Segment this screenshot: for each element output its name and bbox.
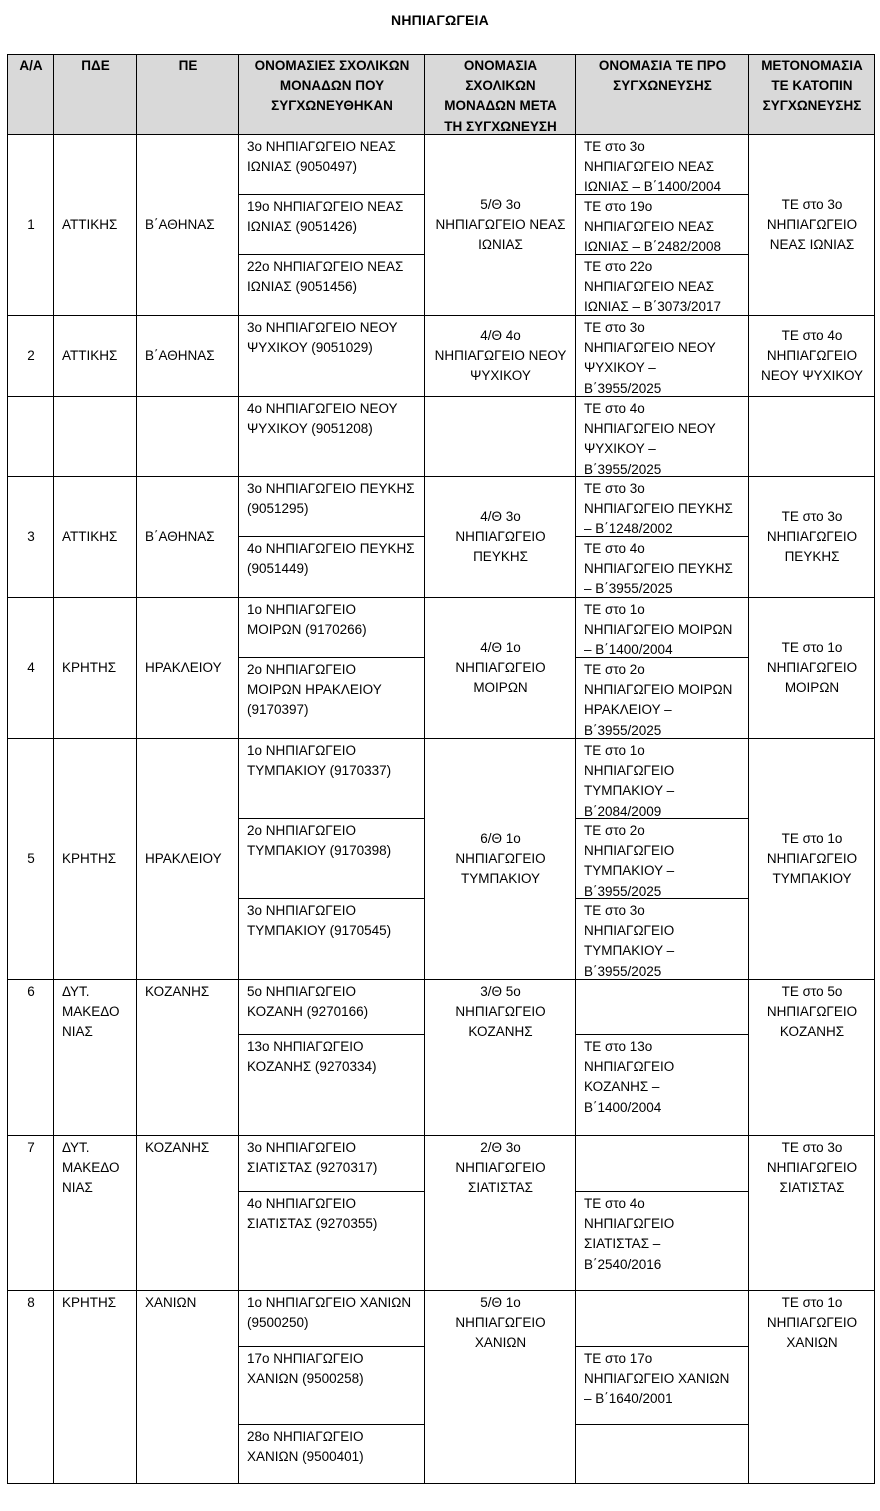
row-3-pe: Β΄ΑΘΗΝΑΣ [136,476,239,598]
row-2-te-1: ΤΕ στο 3ο ΝΗΠΙΑΓΩΓΕΙΟ ΝΕΟΥ ΨΥΧΙΚΟΥ – Β΄3955/2025 [575,315,749,397]
row-6-te-2: ΤΕ στο 13ο ΝΗΠΙΑΓΩΓΕΙΟ ΚΟΖΑΝΗΣ – Β΄1400/2004 [575,1034,749,1136]
header-name-after: ΟΝΟΜΑΣΙΑ ΣΧΟΛΙΚΩΝ ΜΟΝΑΔΩΝ ΜΕΤΑ ΤΗ ΣΥΓΧΩΝΕΥΣΗ [424,54,576,135]
row-7-unit-1: 3ο ΝΗΠΙΑΓΩΓΕΙΟ ΣΙΑΤΙΣΤΑΣ (9270317) [238,1135,425,1192]
row-5-name-after: 6/Θ 1ο ΝΗΠΙΑΓΩΓΕΙΟ ΤΥΜΠΑΚΙΟΥ [424,738,576,980]
row-8-aa: 8 [7,1290,54,1484]
row-8-rename: ΤΕ στο 1ο ΝΗΠΙΑΓΩΓΕΙΟ ΧΑΝΙΩΝ [748,1290,875,1484]
row-6-name-after: 3/Θ 5ο ΝΗΠΙΑΓΩΓΕΙΟ ΚΟΖΑΝΗΣ [424,979,576,1136]
row-2-unit-2: 4ο ΝΗΠΙΑΓΩΓΕΙΟ ΝΕΟΥ ΨΥΧΙΚΟΥ (9051208) [238,396,425,477]
row-2b-aa-empty [7,396,54,477]
row-1-pde: ΑΤΤΙΚΗΣ [53,134,137,316]
row-1-rename: ΤΕ στο 3ο ΝΗΠΙΑΓΩΓΕΙΟ ΝΕΑΣ ΙΩΝΙΑΣ [748,134,875,316]
header-te-before: ΟΝΟΜΑΣΙΑ ΤΕ ΠΡΟ ΣΥΓΧΩΝΕΥΣΗΣ [575,54,749,135]
row-5-pe: ΗΡΑΚΛΕΙΟΥ [136,738,239,980]
row-5-te-3: ΤΕ στο 3ο ΝΗΠΙΑΓΩΓΕΙΟ ΤΥΜΠΑΚΙΟΥ – Β΄3955/2025 [575,898,749,980]
header-aa: Α/Α [7,54,54,135]
row-5-pde: ΚΡΗΤΗΣ [53,738,137,980]
row-1-te-1: ΤΕ στο 3ο ΝΗΠΙΑΓΩΓΕΙΟ ΝΕΑΣ ΙΩΝΙΑΣ – Β΄1400/2004 [575,134,749,195]
row-8-pde: ΚΡΗΤΗΣ [53,1290,137,1484]
row-3-pde: ΑΤΤΙΚΗΣ [53,476,137,598]
row-3-rename: ΤΕ στο 3ο ΝΗΠΙΑΓΩΓΕΙΟ ΠΕΥΚΗΣ [748,476,875,598]
header-pe: ΠΕ [136,54,239,135]
row-4-unit-1: 1ο ΝΗΠΙΑΓΩΓΕΙΟ ΜΟΙΡΩΝ (9170266) [238,597,425,658]
row-8-unit-3: 28ο ΝΗΠΙΑΓΩΓΕΙΟ ΧΑΝΙΩΝ (9500401) [238,1424,425,1484]
row-5-unit-3: 3ο ΝΗΠΙΑΓΩΓΕΙΟ ΤΥΜΠΑΚΙΟΥ (9170545) [238,898,425,980]
row-4-rename: ΤΕ στο 1ο ΝΗΠΙΑΓΩΓΕΙΟ ΜΟΙΡΩΝ [748,597,875,739]
row-6-aa: 6 [7,979,54,1136]
row-5-rename: ΤΕ στο 1ο ΝΗΠΙΑΓΩΓΕΙΟ ΤΥΜΠΑΚΙΟΥ [748,738,875,980]
row-4-pe: ΗΡΑΚΛΕΙΟΥ [136,597,239,739]
header-te-after: ΜΕΤΟΝΟΜΑΣΙΑ ΤΕ ΚΑΤΟΠΙΝ ΣΥΓΧΩΝΕΥΣΗΣ [748,54,875,135]
row-4-te-1: ΤΕ στο 1ο ΝΗΠΙΑΓΩΓΕΙΟ ΜΟΙΡΩΝ – Β΄1400/2004 [575,597,749,658]
row-8-te-3 [575,1424,749,1484]
row-3-unit-1: 3ο ΝΗΠΙΑΓΩΓΕΙΟ ΠΕΥΚΗΣ (9051295) [238,476,425,537]
row-3-unit-2: 4ο ΝΗΠΙΑΓΩΓΕΙΟ ΠΕΥΚΗΣ (9051449) [238,536,425,598]
row-8-unit-1: 1ο ΝΗΠΙΑΓΩΓΕΙΟ ΧΑΝΙΩΝ (9500250) [238,1290,425,1347]
row-6-te-1 [575,979,749,1035]
row-4-unit-2: 2ο ΝΗΠΙΑΓΩΓΕΙΟ ΜΟΙΡΩΝ ΗΡΑΚΛΕΙΟΥ (9170397) [238,657,425,739]
row-4-aa: 4 [7,597,54,739]
row-4-te-2: ΤΕ στο 2ο ΝΗΠΙΑΓΩΓΕΙΟ ΜΟΙΡΩΝ ΗΡΑΚΛΕΙΟΥ – Β΄3955/2025 [575,657,749,739]
row-5-unit-1: 1ο ΝΗΠΙΑΓΩΓΕΙΟ ΤΥΜΠΑΚΙΟΥ (9170337) [238,738,425,819]
row-5-te-1: ΤΕ στο 1ο ΝΗΠΙΑΓΩΓΕΙΟ ΤΥΜΠΑΚΙΟΥ – Β΄2084/2009 [575,738,749,819]
row-1-aa: 1 [7,134,54,316]
row-6-unit-1: 5ο ΝΗΠΙΑΓΩΓΕΙΟ ΚΟΖΑΝΗ (9270166) [238,979,425,1035]
row-7-name-after: 2/Θ 3ο ΝΗΠΙΑΓΩΓΕΙΟ ΣΙΑΤΙΣΤΑΣ [424,1135,576,1291]
row-7-te-1 [575,1135,749,1192]
row-3-te-2: ΤΕ στο 4ο ΝΗΠΙΑΓΩΓΕΙΟ ΠΕΥΚΗΣ – Β΄3955/2025 [575,536,749,598]
row-8-unit-2: 17ο ΝΗΠΙΑΓΩΓΕΙΟ ΧΑΝΙΩΝ (9500258) [238,1346,425,1425]
row-1-pe: Β΄ΑΘΗΝΑΣ [136,134,239,316]
row-7-rename: ΤΕ στο 3ο ΝΗΠΙΑΓΩΓΕΙΟ ΣΙΑΤΙΣΤΑΣ [748,1135,875,1291]
row-7-pde: ΔΥΤ. ΜΑΚΕΔΟ ΝΙΑΣ [53,1135,137,1291]
row-6-pde: ΔΥΤ. ΜΑΚΕΔΟ ΝΙΑΣ [53,979,137,1136]
row-2-aa: 2 [7,315,54,397]
row-6-rename: ΤΕ στο 5ο ΝΗΠΙΑΓΩΓΕΙΟ ΚΟΖΑΝΗΣ [748,979,875,1136]
row-6-unit-2: 13ο ΝΗΠΙΑΓΩΓΕΙΟ ΚΟΖΑΝΗΣ (9270334) [238,1034,425,1136]
row-2b-pe-empty [136,396,239,477]
row-7-unit-2: 4ο ΝΗΠΙΑΓΩΓΕΙΟ ΣΙΑΤΙΣΤΑΣ (9270355) [238,1191,425,1291]
row-2-name-after: 4/Θ 4ο ΝΗΠΙΑΓΩΓΕΙΟ ΝΕΟΥ ΨΥΧΙΚΟΥ [424,315,576,397]
row-2-unit-1: 3ο ΝΗΠΙΑΓΩΓΕΙΟ ΝΕΟΥ ΨΥΧΙΚΟΥ (9051029) [238,315,425,397]
row-7-pe: ΚΟΖΑΝΗΣ [136,1135,239,1291]
row-3-name-after: 4/Θ 3ο ΝΗΠΙΑΓΩΓΕΙΟ ΠΕΥΚΗΣ [424,476,576,598]
row-8-te-2: ΤΕ στο 17ο ΝΗΠΙΑΓΩΓΕΙΟ ΧΑΝΙΩΝ – Β΄1640/2001 [575,1346,749,1425]
row-2b-pde-empty [53,396,137,477]
row-4-pde: ΚΡΗΤΗΣ [53,597,137,739]
row-2-pde: ΑΤΤΙΚΗΣ [53,315,137,397]
mergers-table [7,54,875,1484]
row-7-aa: 7 [7,1135,54,1291]
row-2-pe: Β΄ΑΘΗΝΑΣ [136,315,239,397]
row-1-unit-2: 19ο ΝΗΠΙΑΓΩΓΕΙΟ ΝΕΑΣ ΙΩΝΙΑΣ (9051426) [238,194,425,255]
row-1-unit-3: 22ο ΝΗΠΙΑΓΩΓΕΙΟ ΝΕΑΣ ΙΩΝΙΑΣ (9051456) [238,254,425,316]
document-title: ΝΗΠΙΑΓΩΓΕΙΑ [391,12,489,28]
row-8-name-after: 5/Θ 1ο ΝΗΠΙΑΓΩΓΕΙΟ ΧΑΝΙΩΝ [424,1290,576,1484]
row-5-te-2: ΤΕ στο 2ο ΝΗΠΙΑΓΩΓΕΙΟ ΤΥΜΠΑΚΙΟΥ – Β΄3955/2025 [575,818,749,899]
row-2-te-2: ΤΕ στο 4ο ΝΗΠΙΑΓΩΓΕΙΟ ΝΕΟΥ ΨΥΧΙΚΟΥ – Β΄3955/2025 [575,396,749,477]
header-pde: ΠΔΕ [53,54,137,135]
row-5-unit-2: 2ο ΝΗΠΙΑΓΩΓΕΙΟ ΤΥΜΠΑΚΙΟΥ (9170398) [238,818,425,899]
row-4-name-after: 4/Θ 1ο ΝΗΠΙΑΓΩΓΕΙΟ ΜΟΙΡΩΝ [424,597,576,739]
row-3-aa: 3 [7,476,54,598]
row-1-name-after: 5/Θ 3ο ΝΗΠΙΑΓΩΓΕΙΟ ΝΕΑΣ ΙΩΝΙΑΣ [424,134,576,316]
header-merged-units: ΟΝΟΜΑΣΙΕΣ ΣΧΟΛΙΚΩΝ ΜΟΝΑΔΩΝ ΠΟΥ ΣΥΓΧΩΝΕΥΘΗΚΑΝ [238,54,425,135]
row-1-te-3: ΤΕ στο 22ο ΝΗΠΙΑΓΩΓΕΙΟ ΝΕΑΣ ΙΩΝΙΑΣ – Β΄3073/2017 [575,254,749,316]
row-8-pe: ΧΑΝΙΩΝ [136,1290,239,1484]
row-2b-name-after-empty [424,396,576,477]
row-7-te-2: ΤΕ στο 4ο ΝΗΠΙΑΓΩΓΕΙΟ ΣΙΑΤΙΣΤΑΣ – Β΄2540/2016 [575,1191,749,1291]
row-5-aa: 5 [7,738,54,980]
row-8-te-1 [575,1290,749,1347]
row-1-unit-1: 3ο ΝΗΠΙΑΓΩΓΕΙΟ ΝΕΑΣ ΙΩΝΙΑΣ (9050497) [238,134,425,195]
row-2-rename: ΤΕ στο 4ο ΝΗΠΙΑΓΩΓΕΙΟ ΝΕΟΥ ΨΥΧΙΚΟΥ [748,315,875,397]
row-2b-rename-empty [748,396,875,477]
row-3-te-1: ΤΕ στο 3ο ΝΗΠΙΑΓΩΓΕΙΟ ΠΕΥΚΗΣ – Β΄1248/2002 [575,476,749,537]
row-1-te-2: ΤΕ στο 19ο ΝΗΠΙΑΓΩΓΕΙΟ ΝΕΑΣ ΙΩΝΙΑΣ – Β΄2482/2008 [575,194,749,255]
row-6-pe: ΚΟΖΑΝΗΣ [136,979,239,1136]
